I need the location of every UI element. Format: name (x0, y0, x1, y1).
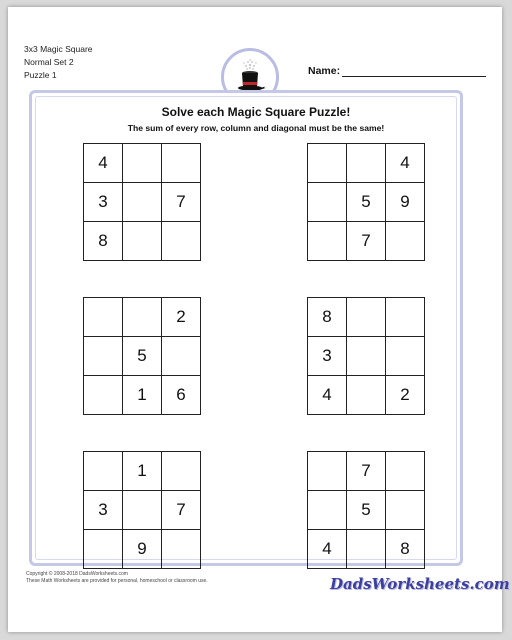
square-cell (386, 298, 425, 337)
square-cell (84, 337, 123, 376)
square-cell: 7 (347, 452, 386, 491)
square-cell: 4 (84, 144, 123, 183)
worksheet-type: 3x3 Magic Square (24, 44, 93, 54)
square-cell: 1 (123, 452, 162, 491)
square-cell (84, 530, 123, 569)
worksheet-info (24, 43, 93, 82)
name-blank-line (342, 65, 486, 77)
square-cell: 5 (347, 491, 386, 530)
square-cell (162, 337, 201, 376)
square-cell (162, 530, 201, 569)
square-cell (123, 144, 162, 183)
square-cell (123, 298, 162, 337)
square-cell: 5 (123, 337, 162, 376)
square-cell (347, 530, 386, 569)
square-cell: 8 (84, 222, 123, 261)
square-cell (123, 491, 162, 530)
square-cell (84, 298, 123, 337)
square-cell: 7 (347, 222, 386, 261)
square-cell: 3 (84, 183, 123, 222)
magic-square-4 (307, 297, 425, 415)
square-cell (308, 222, 347, 261)
usage-note: These Math Worksheets are provided for personal, homeschool or classroom use. (26, 578, 208, 584)
square-cell (308, 452, 347, 491)
square-cell (347, 337, 386, 376)
square-cell (308, 183, 347, 222)
square-cell (123, 222, 162, 261)
copyright-text: Copyright © 2008-2018 DadsWorksheets.com (26, 571, 128, 577)
square-cell (386, 452, 425, 491)
square-cell (386, 337, 425, 376)
square-cell: 3 (308, 337, 347, 376)
square-cell (347, 376, 386, 415)
brand-logo: DadsWorksheets.com (330, 575, 510, 593)
square-cell (386, 222, 425, 261)
square-cell (162, 144, 201, 183)
instructions-subtitle: The sum of every row, column and diagonal must be the same! (127, 123, 385, 133)
square-cell (84, 452, 123, 491)
square-cell: 2 (162, 298, 201, 337)
square-cell (347, 144, 386, 183)
magic-square-1 (83, 143, 201, 261)
square-cell: 9 (386, 183, 425, 222)
square-cell (123, 183, 162, 222)
square-cell: 2 (386, 376, 425, 415)
square-cell (386, 491, 425, 530)
square-cell: 4 (308, 530, 347, 569)
magic-square-6 (307, 451, 425, 569)
name-label: Name: (308, 65, 341, 77)
magic-square-2 (307, 143, 425, 261)
worksheet-puzzle-number: Puzzle 1 (24, 70, 57, 80)
magic-square-3 (83, 297, 201, 415)
square-cell: 9 (123, 530, 162, 569)
footer-text (26, 571, 208, 585)
square-cell: 8 (308, 298, 347, 337)
square-cell: 8 (386, 530, 425, 569)
square-cell (347, 298, 386, 337)
name-field (308, 65, 486, 77)
square-cell (308, 144, 347, 183)
square-cell: 6 (162, 376, 201, 415)
square-cell (162, 452, 201, 491)
worksheet-set: Normal Set 2 (24, 57, 74, 67)
instructions-title: Solve each Magic Square Puzzle! (161, 105, 351, 119)
square-cell: 7 (162, 491, 201, 530)
square-cell: 1 (123, 376, 162, 415)
square-cell (84, 376, 123, 415)
square-cell (308, 491, 347, 530)
magic-square-5 (83, 451, 201, 569)
square-cell: 7 (162, 183, 201, 222)
square-cell: 3 (84, 491, 123, 530)
square-cell: 4 (308, 376, 347, 415)
square-cell (162, 222, 201, 261)
square-cell: 5 (347, 183, 386, 222)
square-cell: 4 (386, 144, 425, 183)
